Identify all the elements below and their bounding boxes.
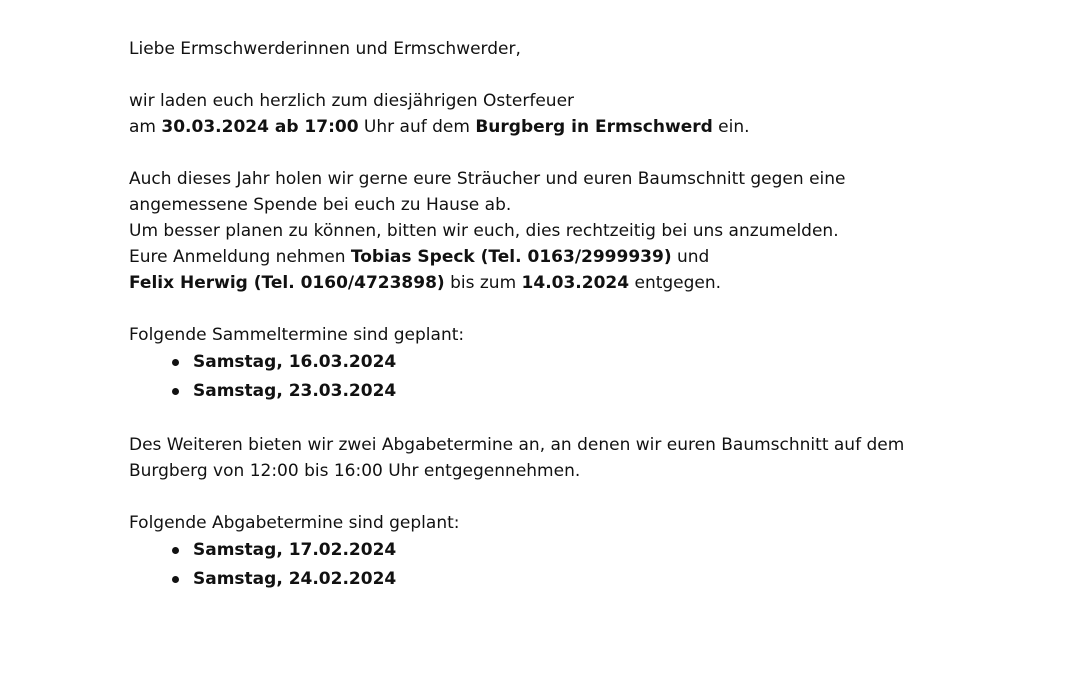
invitation-paragraph [129,88,1049,140]
pickup-line-1: Auch dieses Jahr holen wir gerne eure Sträucher und euren Baumschnitt gegen eine [129,169,846,189]
event-location: Burgberg in Ermschwerd [475,117,713,137]
text-span: ein. [712,117,750,137]
greeting: Liebe Ermschwerderinnen und Ermschwerder, [129,39,521,59]
text-span: entgegen. [629,273,722,293]
pickup-line-3: Um besser planen zu können, bitten wir euch, dies rechtzeitig bei uns anzumelden. [129,221,839,241]
pickup-line-5 [129,270,1049,296]
bullet-icon [172,359,179,366]
contact-felix: Felix Herwig (Tel. 0160/4723898) [129,273,445,293]
invitation-line-1: wir laden euch herzlich zum diesjährigen Osterfeuer [129,91,575,111]
bullet-icon [172,547,179,554]
pickup-paragraph [129,166,1049,296]
collection-dates-list [129,348,1049,406]
dropoff-info-line-2: Burgberg von 12:00 bis 16:00 Uhr entgegennehmen. [129,461,581,481]
bullet-icon [172,576,179,583]
invitation-line-2 [129,114,1049,140]
collection-date: Samstag, 16.03.2024 [193,352,397,372]
contact-tobias: Tobias Speck (Tel. 0163/2999939) [350,247,672,267]
text-span: Eure Anmeldung nehmen [129,247,351,267]
pickup-line-2: angemessene Spende bei euch zu Hause ab. [129,195,512,215]
list-item [129,377,1049,406]
bullet-icon [172,388,179,395]
event-datetime: 30.03.2024 ab 17:00 [161,117,359,137]
list-item [129,565,1049,594]
list-item [129,536,1049,565]
dropoff-info-line-1: Des Weiteren bieten wir zwei Abgabetermine an, an denen wir euren Baumschnitt auf dem [129,435,905,455]
dropoff-info-paragraph [129,432,1049,484]
text-span: und [671,247,710,267]
pickup-line-4 [129,244,1049,270]
text-span: bis zum [444,273,522,293]
dropoff-date: Samstag, 17.02.2024 [193,540,397,560]
collection-heading: Folgende Sammeltermine sind geplant: [129,325,465,345]
collection-date: Samstag, 23.03.2024 [193,381,397,401]
text-span: Uhr auf dem [358,117,476,137]
registration-deadline: 14.03.2024 [521,273,630,293]
dropoff-heading: Folgende Abgabetermine sind geplant: [129,513,460,533]
list-item [129,348,1049,377]
dropoff-date: Samstag, 24.02.2024 [193,569,397,589]
dropoff-dates-list [129,536,1049,594]
text-span: am [129,117,162,137]
letter-body [129,36,1049,594]
